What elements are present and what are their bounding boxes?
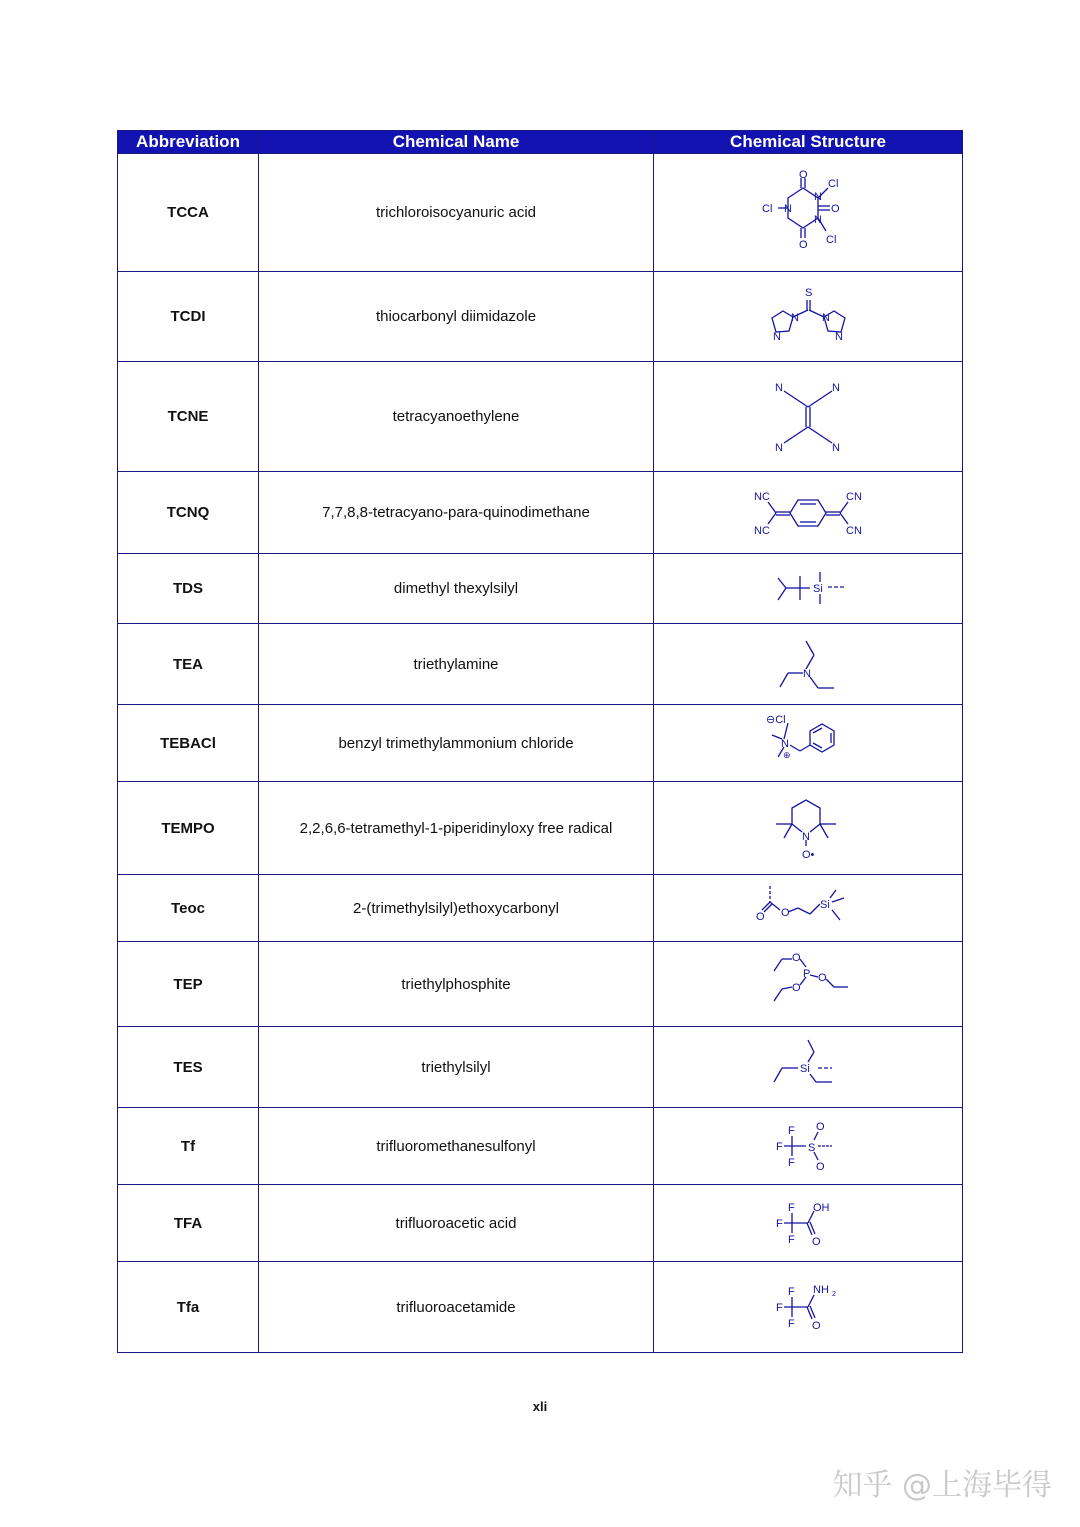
tcnq-nc-label: NC bbox=[754, 524, 770, 537]
tfa-f-label: F bbox=[788, 1234, 795, 1246]
page-number: xli bbox=[532, 1399, 548, 1414]
tcca-cl-label: Cl bbox=[826, 233, 837, 246]
abbreviation-cell: TCNE bbox=[118, 362, 259, 472]
teoc-o-label: O bbox=[781, 907, 790, 919]
tes-structure bbox=[654, 1027, 963, 1108]
tfa-f-label: F bbox=[776, 1218, 783, 1230]
tcca-o-label: O bbox=[799, 168, 808, 181]
tcnq-structure bbox=[654, 472, 963, 554]
chemical-name-cell: triethylphosphite bbox=[259, 942, 654, 1027]
tep-p-label: P bbox=[803, 968, 811, 980]
table-header-row bbox=[118, 131, 963, 154]
tcnq-nc-label: NC bbox=[754, 490, 770, 503]
tcdi-n-label: N bbox=[822, 311, 830, 324]
abbreviation-cell: Tf bbox=[118, 1108, 259, 1185]
tfam-f-label: F bbox=[788, 1286, 795, 1298]
abbreviation-cell: TEMPO bbox=[118, 782, 259, 875]
table-row bbox=[118, 1262, 963, 1353]
tebacl-cl-label: ⊖Cl bbox=[766, 714, 786, 726]
chemical-name-cell: tetracyanoethylene bbox=[259, 362, 654, 472]
tea-n-label: N bbox=[803, 668, 811, 680]
tcne-n-label: N bbox=[832, 441, 840, 454]
tfa-amide-structure bbox=[654, 1262, 963, 1353]
chemical-name-cell: 2-(trimethylsilyl)ethoxycarbonyl bbox=[259, 875, 654, 942]
table-row bbox=[118, 624, 963, 705]
chemical-name-cell: trifluoroacetic acid bbox=[259, 1185, 654, 1262]
tds-si-label: Si bbox=[813, 582, 823, 595]
tcne-structure bbox=[654, 362, 963, 472]
table-row bbox=[118, 875, 963, 942]
abbreviation-cell: TEA bbox=[118, 624, 259, 705]
tcnq-cn-label: CN bbox=[846, 490, 862, 503]
abbreviation-table bbox=[117, 130, 963, 1353]
chemical-name-cell: triethylamine bbox=[259, 624, 654, 705]
tebacl-plus-label: ⊕ bbox=[783, 750, 791, 760]
chemical-name-cell: 2,2,6,6-tetramethyl-1-piperidinyloxy free radical bbox=[259, 782, 654, 875]
table-row bbox=[118, 942, 963, 1027]
tcdi-structure bbox=[654, 272, 963, 362]
header-chemical-name: Chemical Name bbox=[259, 131, 654, 154]
tea-structure bbox=[654, 624, 963, 705]
tf-f-label: F bbox=[776, 1141, 783, 1153]
tfam-nh-subscript: 2 bbox=[832, 1291, 836, 1298]
tf-s-label: S bbox=[808, 1142, 816, 1154]
tcdi-n-label: N bbox=[791, 311, 799, 324]
chemical-name-cell: trifluoromethanesulfonyl bbox=[259, 1108, 654, 1185]
tf-structure bbox=[654, 1108, 963, 1185]
tfa-o-label: O bbox=[812, 1236, 821, 1248]
table-row bbox=[118, 782, 963, 875]
tcdi-n-label: N bbox=[835, 330, 843, 343]
tcca-o-label: O bbox=[799, 238, 808, 251]
tcne-n-label: N bbox=[775, 441, 783, 454]
abbreviation-cell: TEBACl bbox=[118, 705, 259, 782]
tcdi-n-label: N bbox=[773, 330, 781, 343]
tf-o-label: O bbox=[816, 1121, 825, 1133]
chemical-name-cell: 7,7,8,8-tetracyano-para-quinodimethane bbox=[259, 472, 654, 554]
tfa-structure bbox=[654, 1185, 963, 1262]
tf-f-label: F bbox=[788, 1125, 795, 1137]
tfa-oh-label: OH bbox=[813, 1202, 830, 1214]
abbreviation-cell: TCCA bbox=[118, 154, 259, 272]
tcca-cl-label: Cl bbox=[828, 177, 839, 190]
abbreviation-cell: Tfa bbox=[118, 1262, 259, 1353]
tebacl-structure bbox=[654, 705, 963, 782]
table-row bbox=[118, 1185, 963, 1262]
tempo-structure bbox=[654, 782, 963, 875]
tcca-n-label: N bbox=[814, 190, 822, 203]
table-row bbox=[118, 272, 963, 362]
tcca-cl-label: Cl bbox=[762, 202, 773, 215]
abbreviation-cell: TES bbox=[118, 1027, 259, 1108]
tempo-n-label: N bbox=[802, 831, 810, 843]
abbreviation-cell: TDS bbox=[118, 554, 259, 624]
tcca-structure bbox=[654, 154, 963, 272]
tep-o-label: O bbox=[792, 952, 801, 964]
tfam-f-label: F bbox=[776, 1302, 783, 1314]
tds-structure bbox=[654, 554, 963, 624]
tfa-f-label: F bbox=[788, 1202, 795, 1214]
abbreviation-cell: TCNQ bbox=[118, 472, 259, 554]
tf-o-label: O bbox=[816, 1161, 825, 1173]
abbreviation-cell: TEP bbox=[118, 942, 259, 1027]
tep-o-label: O bbox=[792, 982, 801, 994]
header-chemical-structure: Chemical Structure bbox=[654, 131, 963, 154]
chemical-name-cell: benzyl trimethylammonium chloride bbox=[259, 705, 654, 782]
table-row bbox=[118, 472, 963, 554]
tfam-f-label: F bbox=[788, 1318, 795, 1330]
abbreviation-cell: TFA bbox=[118, 1185, 259, 1262]
tcca-n-label: N bbox=[784, 202, 792, 215]
tfam-nh-label: NH bbox=[813, 1284, 829, 1296]
watermark: 知乎 @上海毕得 bbox=[832, 1468, 1052, 1503]
chemical-name-cell: trichloroisocyanuric acid bbox=[259, 154, 654, 272]
tep-structure bbox=[654, 942, 963, 1027]
tep-o-label: O bbox=[818, 972, 827, 984]
tes-si-label: Si bbox=[800, 1063, 810, 1075]
tcca-o-label: O bbox=[831, 202, 840, 215]
tcnq-cn-label: CN bbox=[846, 524, 862, 537]
chemical-name-cell: triethylsilyl bbox=[259, 1027, 654, 1108]
tf-f-label: F bbox=[788, 1157, 795, 1169]
table-row bbox=[118, 1027, 963, 1108]
table-row bbox=[118, 554, 963, 624]
table-row bbox=[118, 154, 963, 272]
table-row bbox=[118, 1108, 963, 1185]
teoc-structure bbox=[654, 875, 963, 942]
table-row bbox=[118, 362, 963, 472]
chemical-name-cell: trifluoroacetamide bbox=[259, 1262, 654, 1353]
teoc-si-label: Si bbox=[820, 899, 830, 911]
teoc-o-label: O bbox=[756, 911, 765, 923]
tempo-o-label: O• bbox=[802, 849, 815, 861]
chemical-name-cell: dimethyl thexylsilyl bbox=[259, 554, 654, 624]
tcca-n-label: N bbox=[814, 213, 822, 226]
tcne-n-label: N bbox=[832, 381, 840, 394]
abbreviation-cell: TCDI bbox=[118, 272, 259, 362]
abbreviation-cell: Teoc bbox=[118, 875, 259, 942]
tebacl-n-label: N bbox=[781, 738, 789, 750]
tcne-n-label: N bbox=[775, 381, 783, 394]
chemical-name-cell: thiocarbonyl diimidazole bbox=[259, 272, 654, 362]
table-row bbox=[118, 705, 963, 782]
tcdi-s-label: S bbox=[805, 286, 813, 299]
header-abbreviation: Abbreviation bbox=[118, 131, 259, 154]
tfam-o-label: O bbox=[812, 1320, 821, 1332]
